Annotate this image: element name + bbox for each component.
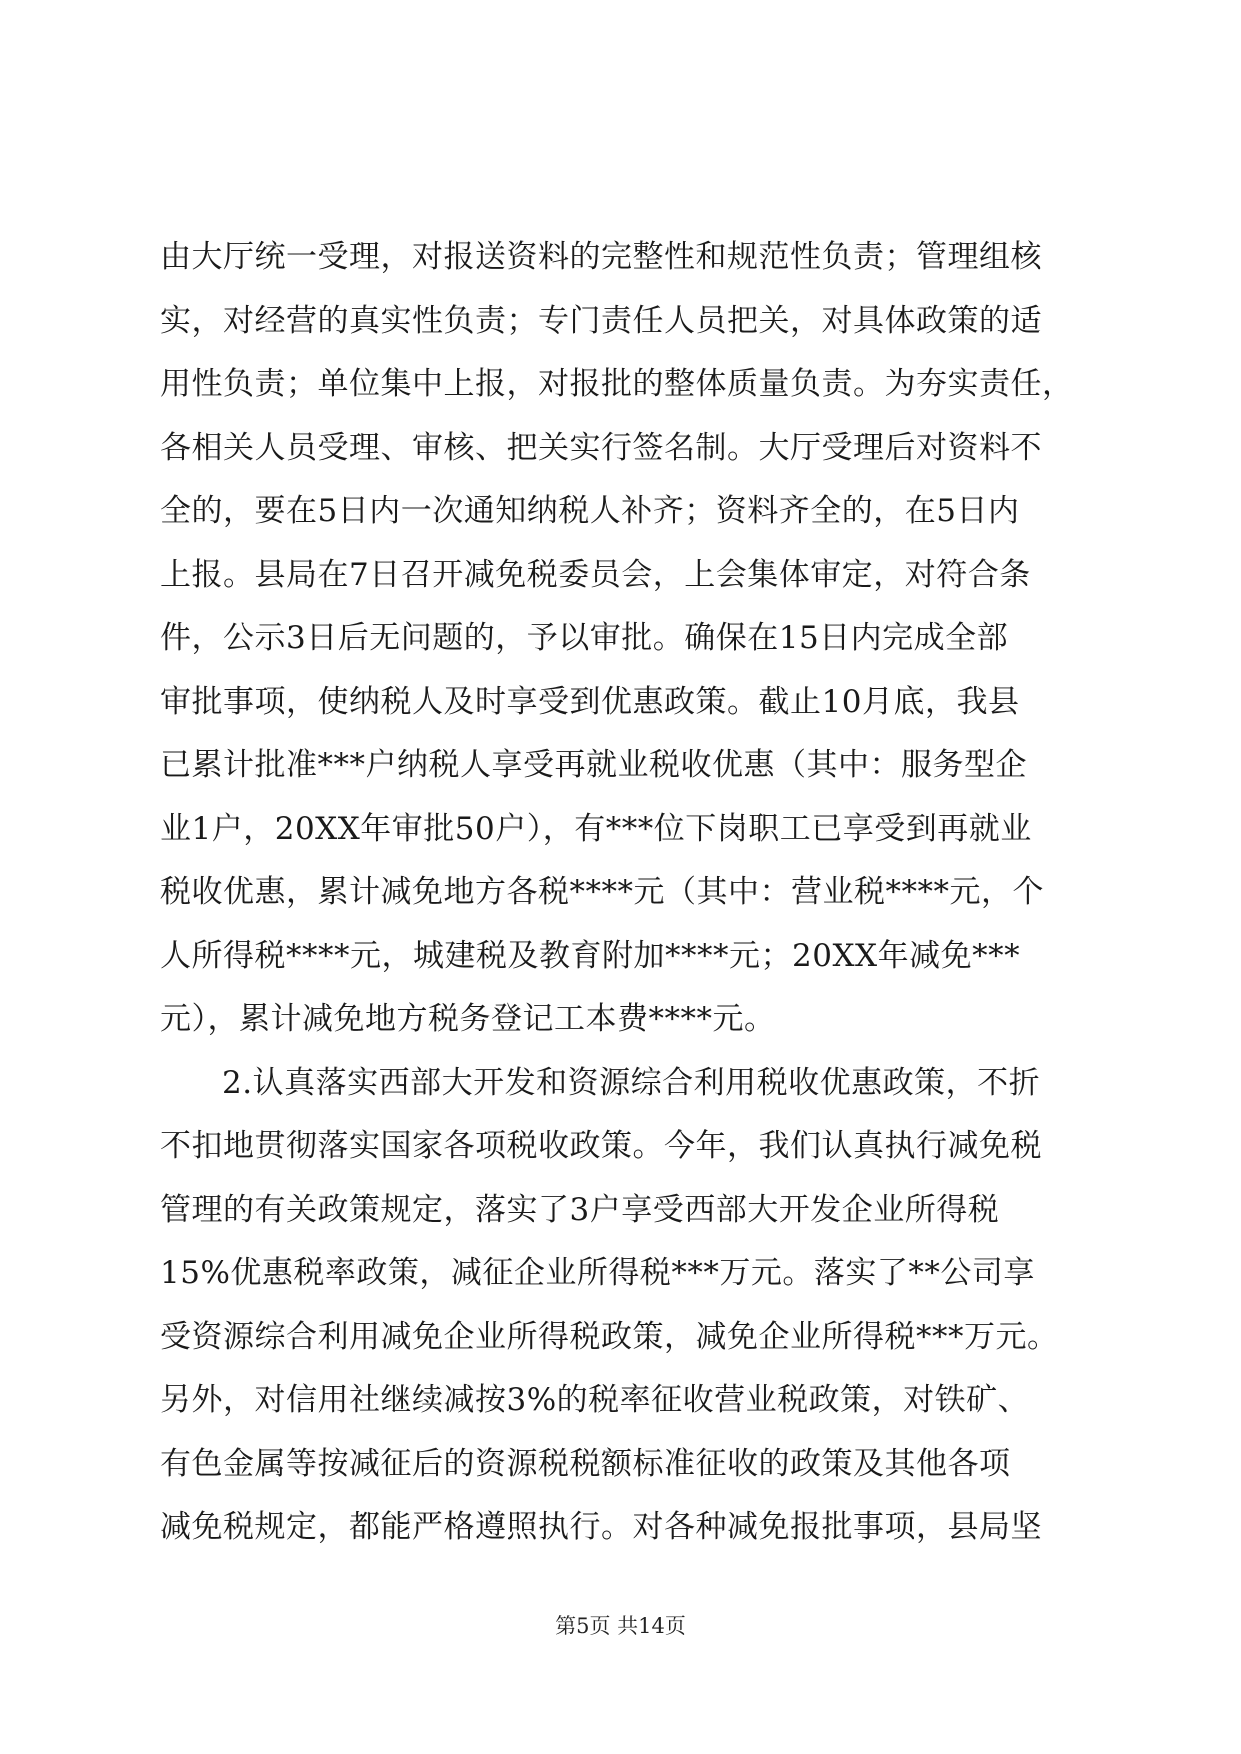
text-line: 管理的有关政策规定，落实了3户享受西部大开发企业所得税 [160,1191,1000,1228]
text-line: 由大厅统一受理，对报送资料的完整性和规范性负责；管理组核 [160,239,1042,275]
text-line: 税收优惠，累计减免地方各税****元（其中：营业税****元，个 [160,874,1044,910]
document-body [160,226,1100,1560]
text-line: 元），累计减免地方税务登记工本费****元。 [160,1001,776,1037]
text-line: 人所得税****元，城建税及教育附加****元；20XX年减免*** [160,937,1021,974]
paragraph [160,226,1100,1052]
text-line: 已累计批准***户纳税人享受再就业税收优惠（其中：服务型企 [160,747,1027,783]
text-line: 业1户，20XX年审批50户），有***位下岗职工已享受到再就业 [160,810,1032,847]
text-line: 各相关人员受理、审核、把关实行签名制。大厅受理后对资料不 [160,429,1042,466]
text-line: 减免税规定，都能严格遵照执行。对各种减免报批事项，县局坚 [160,1509,1042,1545]
text-line: 审批事项，使纳税人及时享受到优惠政策。截止10月底，我县 [160,683,1020,720]
page-number: 第5页 共14页 [555,1614,686,1638]
text-line: 有色金属等按减征后的资源税税额标准征收的政策及其他各项 [160,1445,1011,1482]
text-line: 15%优惠税率政策，减征企业所得税***万元。落实了**公司享 [160,1255,1035,1291]
text-line: 件，公示3日后无问题的，予以审批。确保在15日内完成全部 [160,620,1009,656]
text-line: 不扣地贯彻落实国家各项税收政策。今年，我们认真执行减免税 [160,1128,1042,1164]
text-line: 2.认真落实西部大开发和资源综合利用税收优惠政策，不折 [222,1064,1041,1101]
text-line: 用性负责；单位集中上报，对报批的整体质量负责。为夯实责任， [160,366,1074,402]
text-line: 全的，要在5日内一次通知纳税人补齐；资料齐全的，在5日内 [160,493,1020,529]
text-line: 另外，对信用社继续减按3%的税率征收营业税政策，对铁矿、 [160,1382,1030,1418]
text-line: 实，对经营的真实性负责；专门责任人员把关，对具体政策的适 [160,302,1042,339]
text-line: 受资源综合利用减免企业所得税政策，减免企业所得税***万元。 [160,1318,1059,1355]
text-line: 上报。县局在7日召开减免税委员会，上会集体审定，对符合条 [160,556,1031,593]
paragraph [160,1052,1100,1560]
